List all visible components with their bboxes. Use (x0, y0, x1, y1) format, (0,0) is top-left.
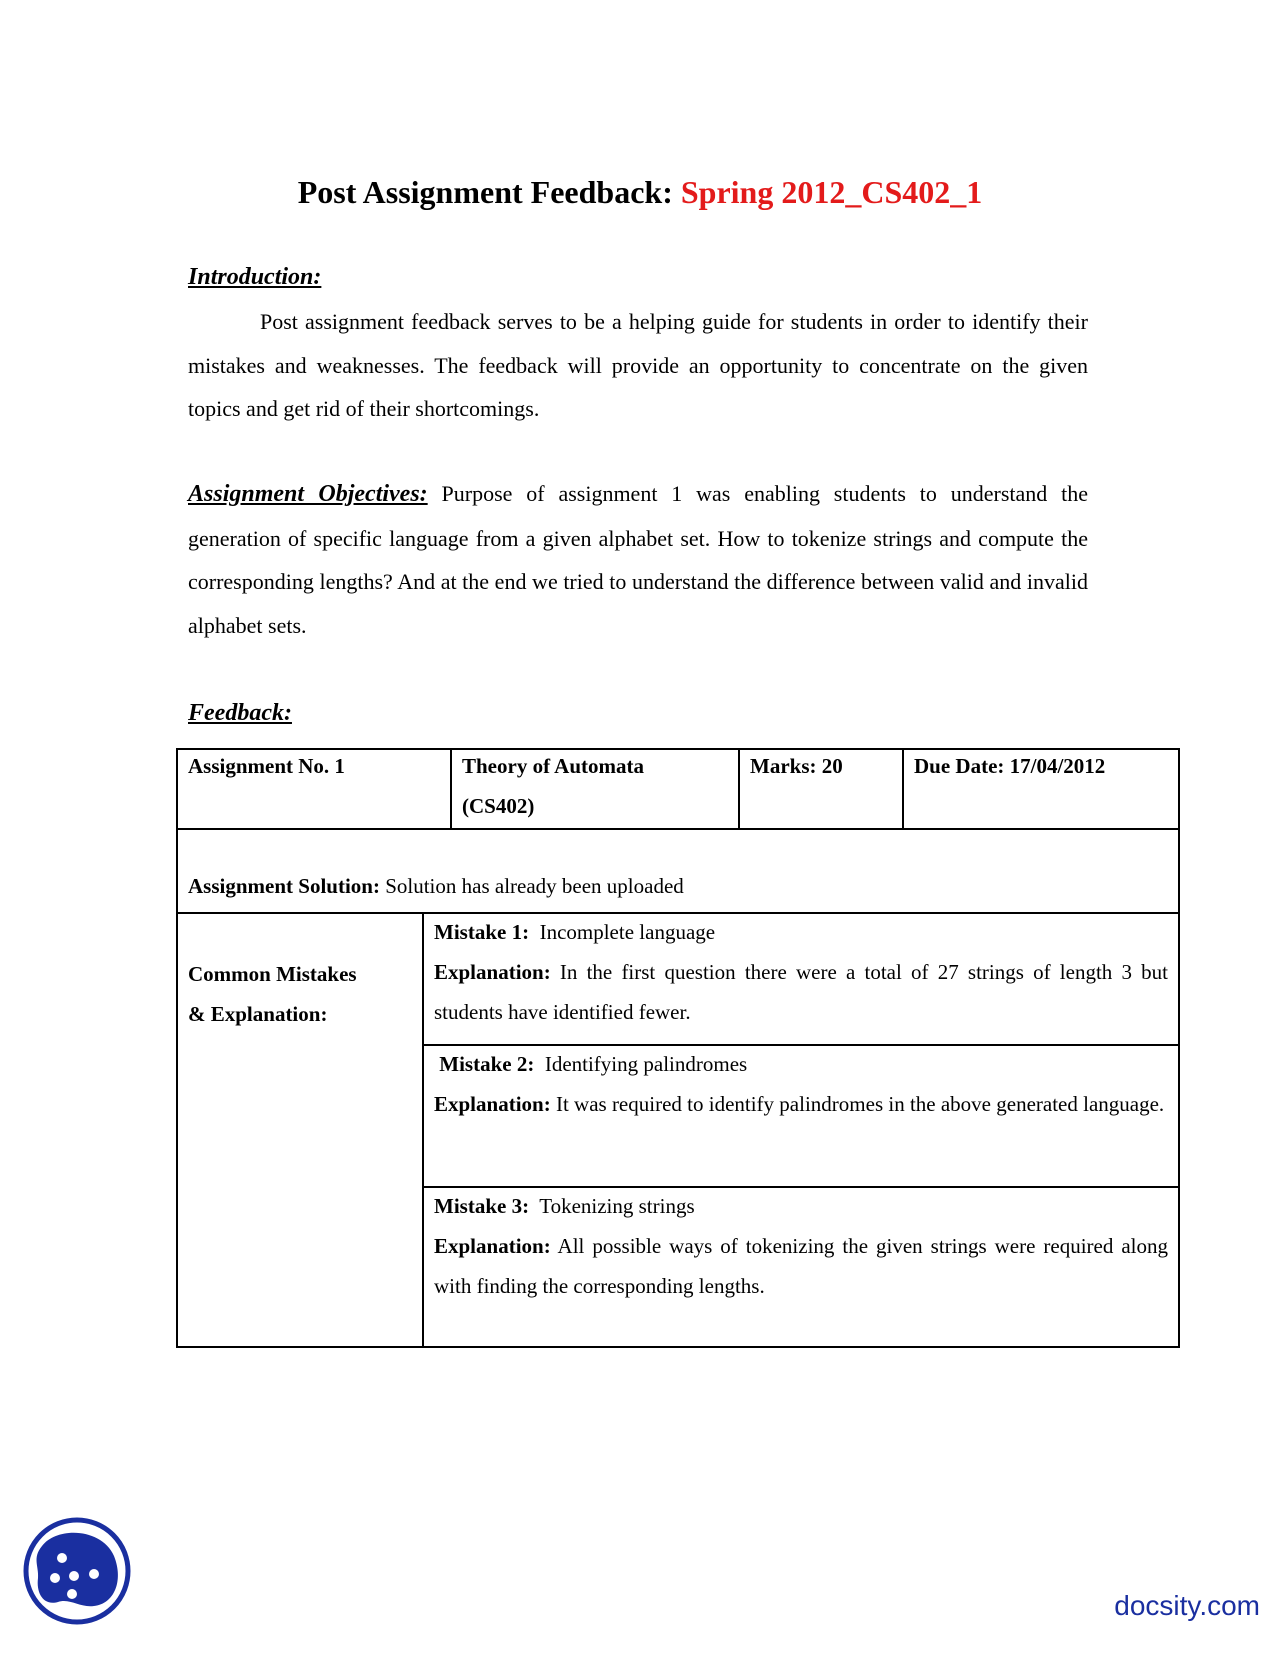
due-date-cell (914, 746, 1174, 786)
table-divider (902, 748, 904, 828)
common-mistakes-line1: Common Mistakes (188, 962, 357, 986)
table-divider (422, 912, 424, 1348)
course-name: Theory of Automata (462, 754, 644, 778)
solution-text: Solution has already been uploaded (385, 874, 684, 898)
course-cell (462, 746, 732, 826)
docsity-logo-icon (22, 1516, 132, 1626)
table-divider (738, 748, 740, 828)
mistake-2 (434, 1044, 1168, 1124)
common-mistakes-label (188, 954, 416, 1034)
mistake-3 (434, 1186, 1168, 1306)
due-date: Due Date: 17/04/2012 (914, 754, 1106, 778)
solution-cell (188, 866, 1168, 906)
objectives-heading: Assignment Objectives: (188, 481, 428, 507)
introduction-text: Post assignment feedback serves to be a helping guide for students in order to identify their mistakes and weaknesses. The feedback will provide an opportunity to concentrate on the given topics and get rid of their shortcomings. (188, 309, 1088, 421)
solution-label: Assignment Solution: (188, 874, 380, 898)
table-border-left (176, 748, 178, 1348)
mistake-3-title: Tokenizing strings (539, 1194, 695, 1218)
mistake-2-explanation: It was required to identify palindromes in the above generated language. (555, 1092, 1165, 1116)
mistake-1-explanation: In the first question there were a total of 27 strings of length 3 but students have identified fewer. (434, 960, 1169, 1024)
table-divider (450, 748, 452, 828)
title-prefix: Post Assignment Feedback: (297, 174, 673, 210)
objectives-text: Purpose of assignment 1 was enabling students to understand the generation of specific language from a given alphabet set. How to tokenize strings and compute the corresponding lengths? And at the end we tried to understand the difference between valid and invalid alphabet sets. (188, 481, 1088, 638)
feedback-heading: Feedback: (188, 700, 292, 726)
mistake-1-title: Incomplete language (539, 920, 716, 944)
page-title (0, 172, 1280, 212)
assignment-number-cell (188, 746, 444, 786)
mistake-2-explanation-label: Explanation: (434, 1092, 551, 1116)
mistake-3-label: Mistake 3: (434, 1194, 530, 1218)
common-mistakes-line2: & Explanation: (188, 1002, 328, 1026)
feedback-table (176, 748, 1180, 1348)
mistake-1-explanation-label: Explanation: (434, 960, 551, 984)
table-border-right (1178, 748, 1180, 1348)
table-border-bottom (176, 1346, 1180, 1348)
assignment-number: Assignment No. 1 (188, 754, 345, 778)
mistake-1-label: Mistake 1: (434, 920, 530, 944)
mistake-2-title: Identifying palindromes (544, 1052, 748, 1076)
objectives-paragraph (188, 472, 1088, 647)
table-divider (176, 828, 1180, 830)
mistake-3-explanation: All possible ways of tokenizing the given strings were required along with finding the corresponding lengths. (434, 1234, 1169, 1298)
course-code: (CS402) (462, 794, 535, 818)
docsity-brand[interactable]: docsity.com (1114, 1590, 1260, 1621)
mistake-2-label: Mistake 2: (439, 1052, 535, 1076)
mistake-3-explanation-label: Explanation: (434, 1234, 551, 1258)
marks: Marks: 20 (750, 754, 843, 778)
mistake-1 (434, 912, 1168, 1032)
introduction-heading: Introduction: (188, 264, 322, 290)
marks-cell (750, 746, 896, 786)
title-accent: Spring 2012_CS402_1 (680, 174, 983, 210)
